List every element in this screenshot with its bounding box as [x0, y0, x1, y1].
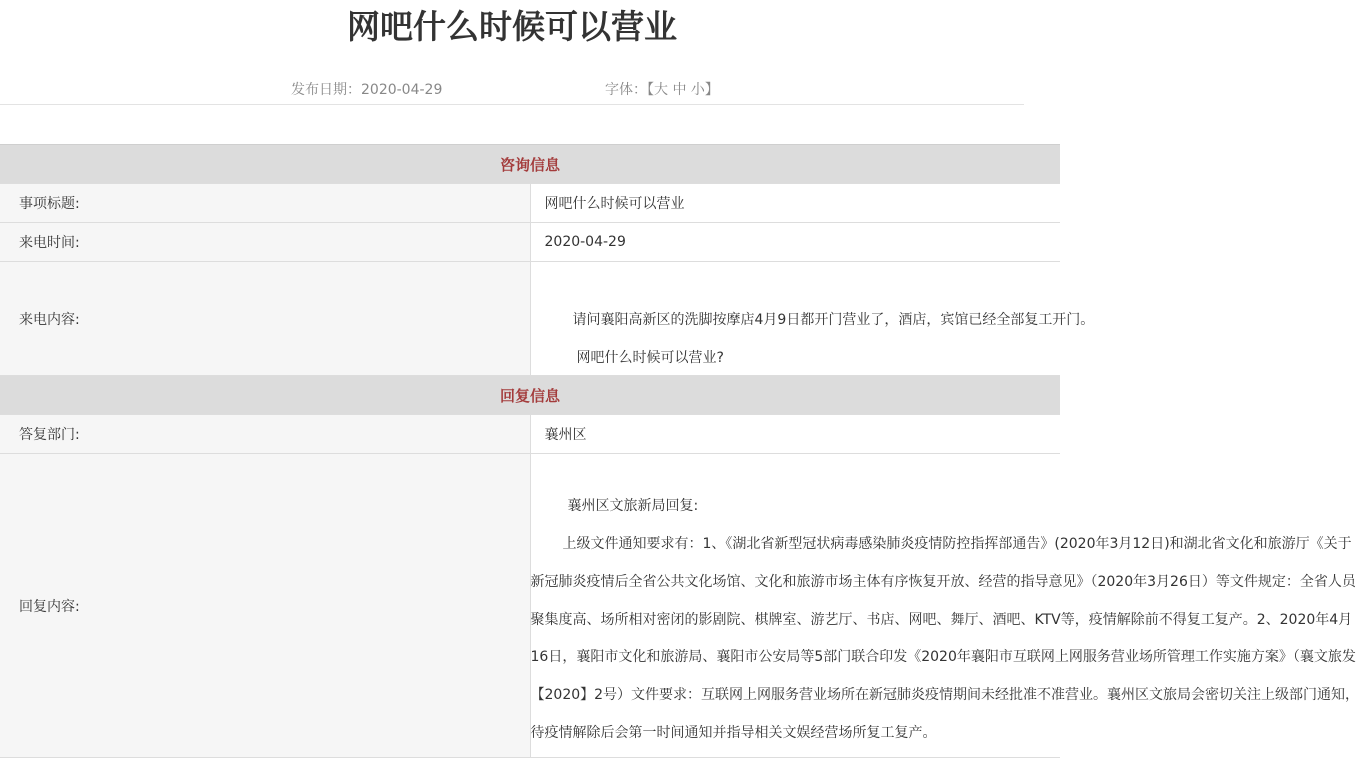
meta-divider	[0, 104, 1024, 105]
subject-value: 网吧什么时候可以营业	[530, 184, 1060, 223]
reply-line: 上级文件通知要求有：1、《湖北省新型冠状病毒感染肺炎疫情防控指挥部通告》(2020年3月12日)和湖北省文化和旅游厅《关于	[562, 536, 1352, 552]
info-table	[0, 144, 1359, 758]
page-title: 网吧什么时候可以营业	[347, 7, 677, 46]
publish-date: 发布日期：2020-04-29	[291, 82, 443, 98]
reply-line: 襄州区文旅新局回复:	[567, 498, 699, 515]
consult-section-title: 咨询信息	[0, 145, 1060, 184]
call-time-value: 2020-04-29	[530, 223, 1060, 262]
reply-section-row	[0, 376, 1060, 415]
call-content-label: 来电内容:	[0, 262, 530, 376]
reply-section-title: 回复信息	[0, 376, 1060, 415]
reply-line: 待疫情解除后会第一时间通知并指导相关文娱经营场所复工复产。	[530, 724, 937, 741]
subject-row	[0, 184, 1060, 223]
call-time-label: 来电时间:	[0, 223, 530, 262]
font-size-switcher	[605, 80, 719, 100]
reply-line: 聚集度高、场所相对密闭的影剧院、棋牌室、游艺厅、书店、网吧、舞厅、酒吧、KTV等，疫情解除前不得复工复产。2、2020年4月	[530, 611, 1353, 628]
call-content-row	[0, 262, 1060, 376]
subject-label: 事项标题:	[0, 184, 530, 223]
reply-text	[530, 458, 1359, 753]
reply-dept-label: 答复部门:	[0, 415, 530, 454]
consult-section-row	[0, 145, 1060, 184]
font-small-link[interactable]: 小	[690, 82, 705, 98]
reply-line: 新冠肺炎疫情后全省公共文化场馆、文化和旅游市场主体有序恢复开放、经营的指导意见》（2020年3月26日）等文件规定：全省人员	[530, 573, 1356, 590]
call-content-line: 请问襄阳高新区的洗脚按摩店4月9日都开门营业了，酒店，宾馆已经全部复工开门。	[572, 312, 1095, 328]
call-content	[530, 262, 1095, 376]
reply-dept-value: 襄州区	[530, 415, 1060, 454]
reply-content-row	[0, 454, 1060, 758]
reply-dept-row	[0, 415, 1060, 454]
reply-line: 16日，襄阳市文化和旅游局、襄阳市公安局等5部门联合印发《2020年襄阳市互联网上网服务营业场所管理工作实施方案》（襄文旅发	[530, 649, 1356, 666]
font-medium-link[interactable]: 中	[672, 82, 687, 98]
reply-line: 【2020】2号）文件要求：互联网上网服务营业场所在新冠肺炎疫情期间未经批准不准营业。襄州区文旅局会密切关注上级部门通知，	[530, 687, 1359, 704]
call-content-line: 网吧什么时候可以营业?	[576, 350, 724, 366]
font-size-bracket: 】	[704, 82, 719, 98]
reply-content	[530, 454, 1359, 758]
font-large-link[interactable]: 大	[654, 82, 668, 98]
call-time-row	[0, 223, 1060, 262]
article-meta	[0, 80, 1024, 100]
reply-content-label: 回复内容:	[0, 454, 530, 758]
font-size-label: 字体：【	[605, 82, 654, 98]
